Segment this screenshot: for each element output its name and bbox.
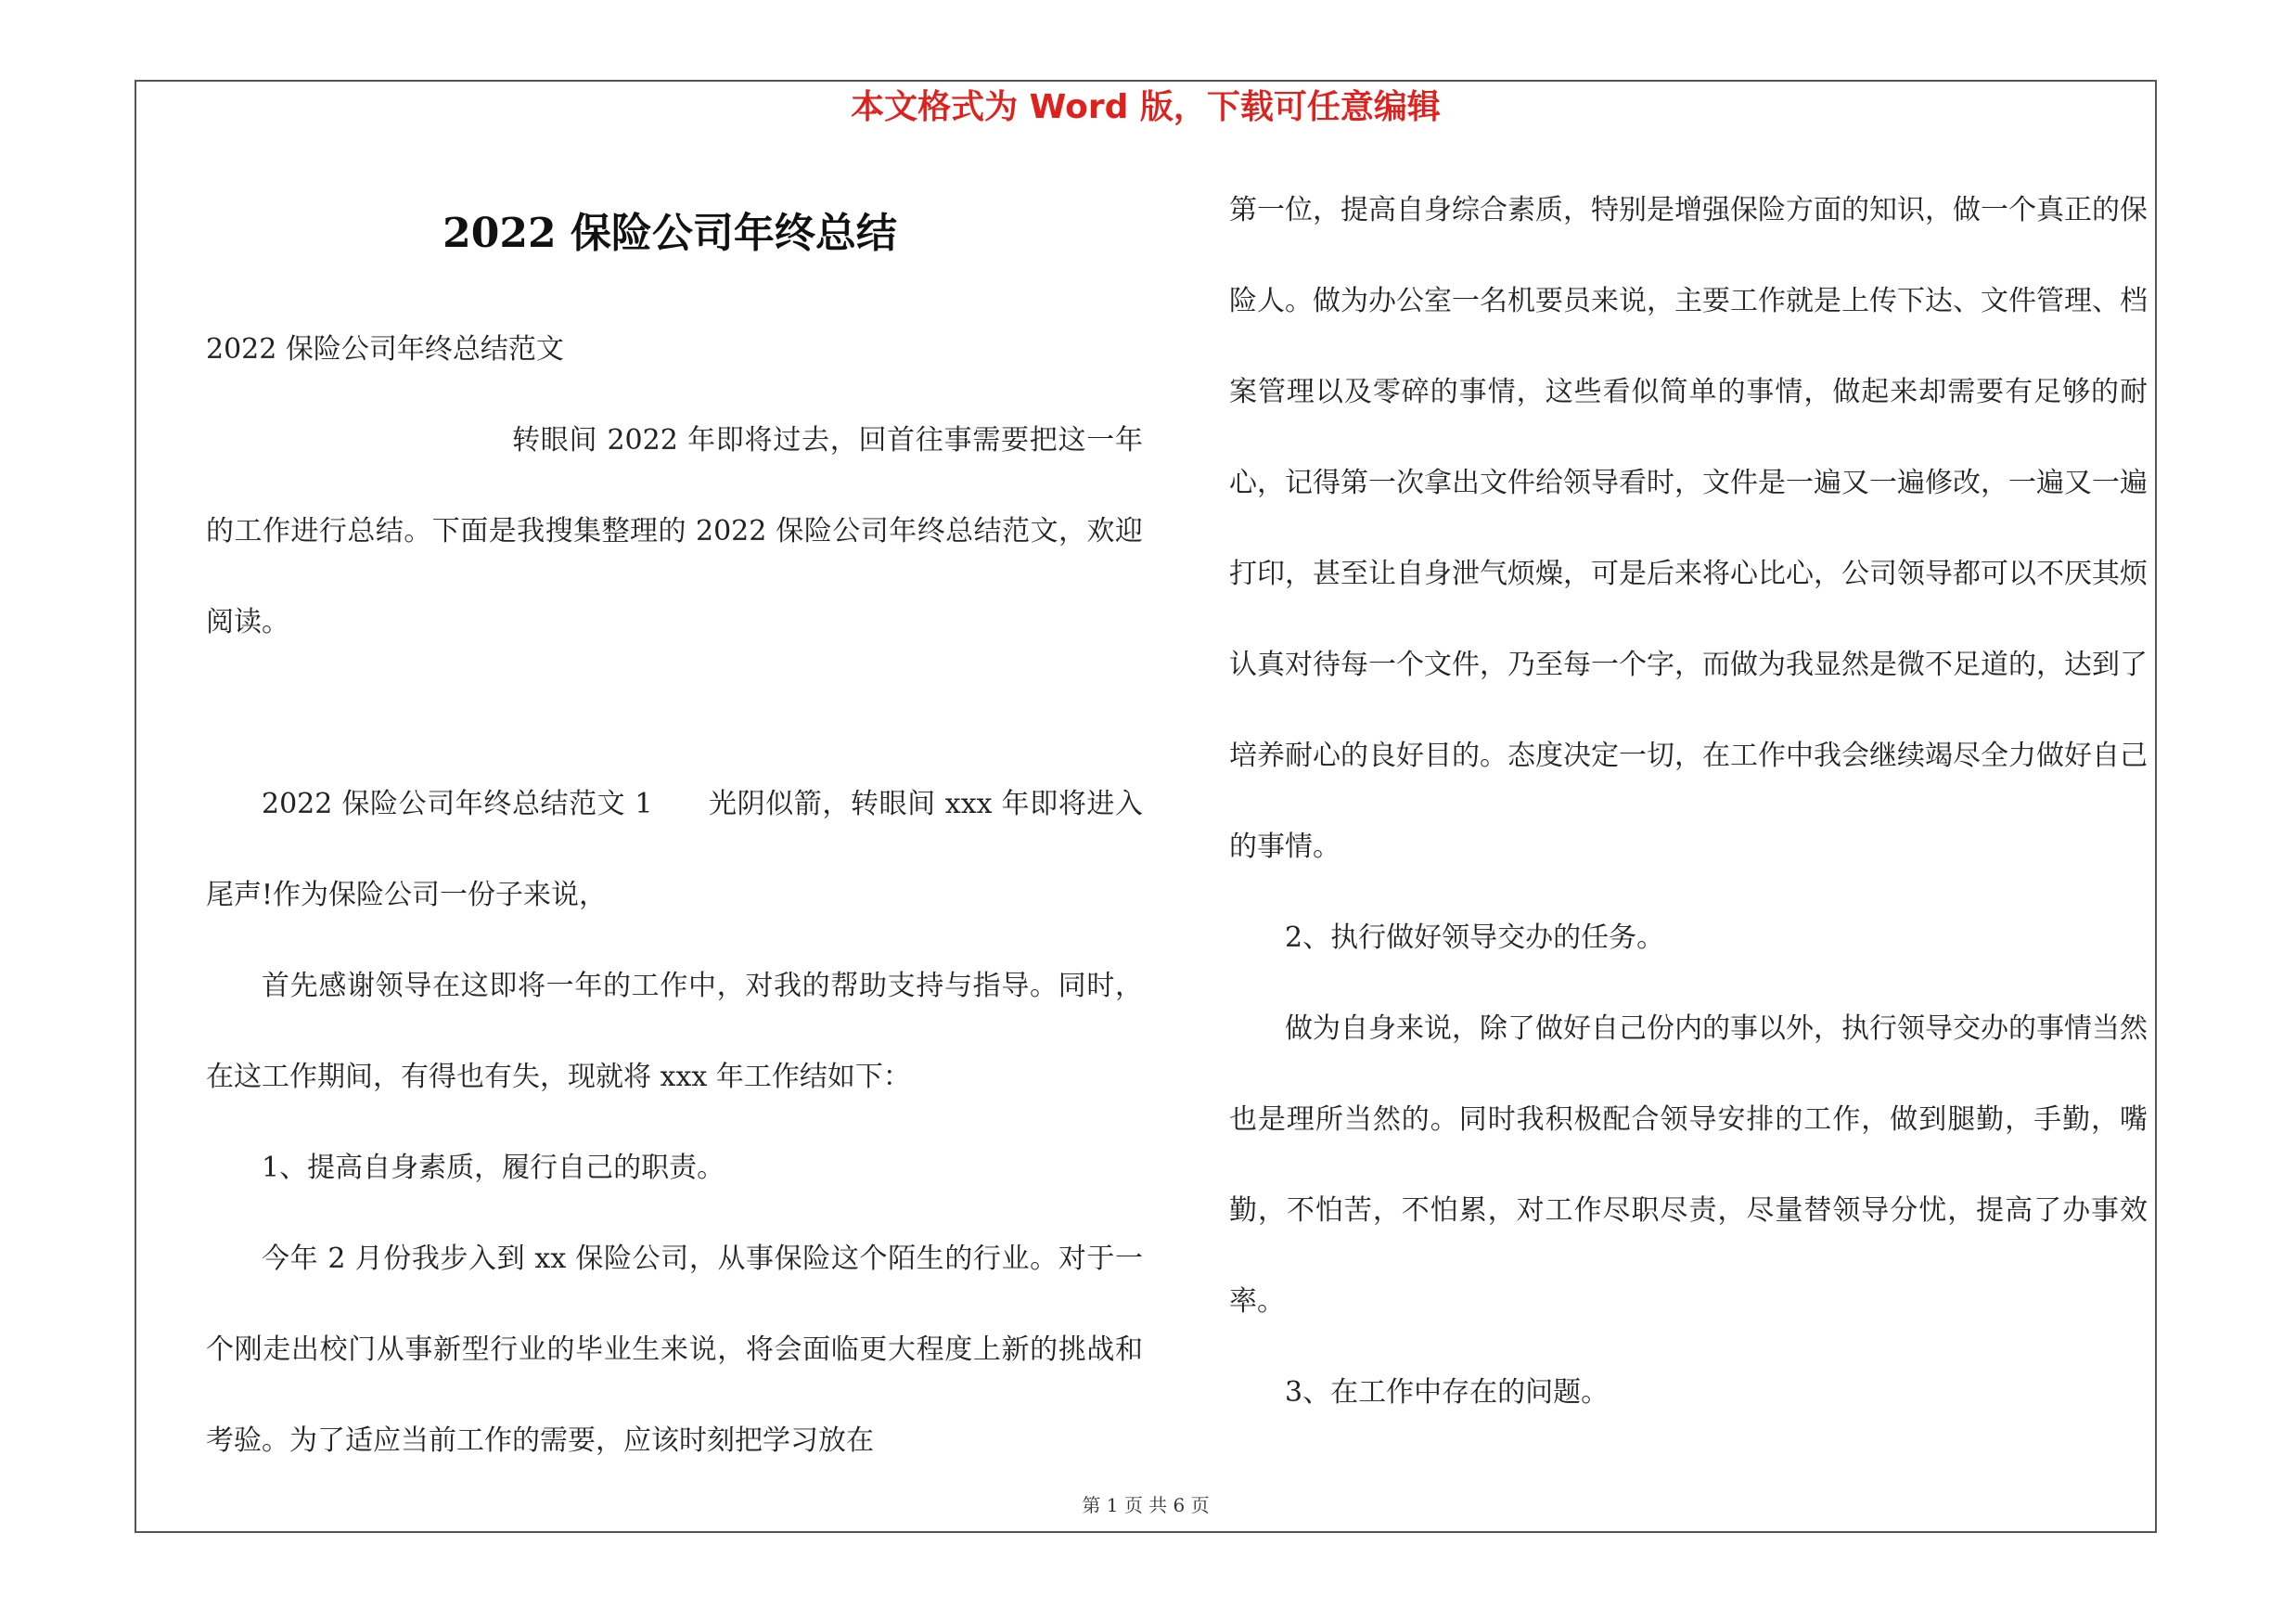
section1-heading: 2022 保险公司年终总结范文 1 [262,788,653,820]
section1-paragraph [206,759,1143,941]
left-column [206,304,1143,1487]
point3-heading: 3、在工作中存在的问题。 [1285,1376,1610,1409]
document-title: 2022 保险公司年终总结 [443,210,897,257]
point2-heading: 2、执行做好领导交办的任务。 [1285,921,1665,954]
blank-line [206,668,1143,759]
section1-opening: 光阴似箭，转眼间 xxx 年即将进入尾声!作为保险公司一份子来说， [206,788,1143,911]
point2-body: 做为自身来说，除了做好自己份内的事以外，执行领导交办的事情当然也是理所当然的。同时我积极配合领导安排的工作，做到腿勤，手勤，嘴勤，不怕苦，不怕累，对工作尽职尽责，尽量替领导分忧，提高了办事效率。 [1229,1012,2148,1318]
point1-body: 今年 2 月份我步入到 xx 保险公司，从事保险这个陌生的行业。对于一个刚走出校门从事新型行业的毕业生来说，将会面临更大程度上新的挑战和考验。为了适应当前工作的需要，应该时刻把学习放在 [206,1243,1143,1457]
page-footer: 第 1 页 共 6 页 [1082,1494,1210,1516]
continuation-paragraph: 第一位，提高自身综合素质，特别是增强保险方面的知识，做一个真正的保险人。做为办公室一名机要员来说，主要工作就是上传下达、文件管理、档案管理以及零碎的事情，这些看似简单的事情，做起来却需要有足够的耐心，记得第一次拿出文件给领导看时，文件是一遍又一遍修改，一遍又一遍打印，甚至让自身泄气烦燥，可是后来将心比心，公司领导都可以不厌其烦认真对待每一个文件，乃至每一个字，而做为我显然是微不足道的，达到了培养耐心的良好目的。态度决定一切，在工作中我会继续竭尽全力做好自己的事情。 [1229,194,2148,863]
subtitle: 2022 保险公司年终总结范文 [206,333,564,366]
right-column [1229,165,2148,1438]
format-banner: 本文格式为 Word 版，下载可任意编辑 [851,88,1441,126]
point1-heading: 1、提高自身素质，履行自己的职责。 [262,1152,725,1184]
intro-paragraph: 转眼间 2022 年即将过去，回首往事需要把这一年的工作进行总结。下面是我搜集整理的 2022 保险公司年终总结范文，欢迎阅读。 [206,424,1143,638]
thanks-paragraph: 首先感谢领导在这即将一年的工作中，对我的帮助支持与指导。同时，在这工作期间，有得也有失，现就将 xxx 年工作结如下： [206,970,1143,1093]
